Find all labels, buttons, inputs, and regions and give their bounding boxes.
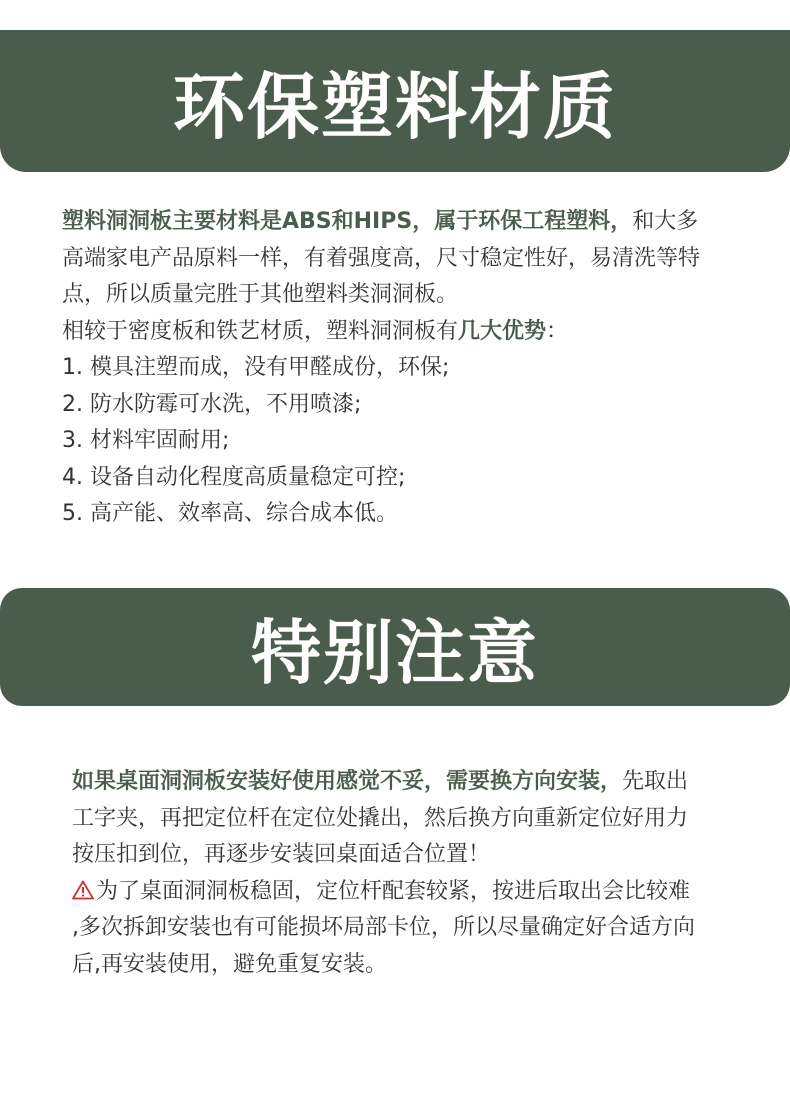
- notice-highlight: 如果桌面洞洞板安装好使用感觉不妥，需要换方向安装，: [72, 769, 623, 794]
- intro-line-1: 塑料洞洞板主要材料是ABS和HIPS，属于环保工程塑料，和大多: [62, 209, 699, 234]
- material-title: 环保塑料材质: [172, 65, 617, 149]
- material-banner: [0, 30, 790, 172]
- warning-line-1: 为了桌面洞洞板稳固，定位杆配套较紧，按进后取出会比较难: [72, 874, 752, 911]
- advantage-item: 1. 模具注塑而成，没有甲醛成份，环保;: [62, 355, 450, 380]
- advantage-item: 3. 材料牢固耐用;: [62, 428, 230, 453]
- intro-line-2: 高端家电产品原料一样，有着强度高，尺寸稳定性好，易清洗等特: [62, 245, 701, 271]
- advantage-item: 2. 防水防霉可水洗，不用喷漆;: [62, 391, 362, 417]
- material-description: [62, 204, 752, 533]
- advantage-item: 5. 高产能、效率高、综合成本低。: [62, 501, 398, 526]
- advantages-highlight: 几大优势: [458, 318, 547, 344]
- intro-highlight: 塑料洞洞板主要材料是ABS和HIPS，属于环保工程塑料，: [62, 209, 633, 234]
- notice-banner: [0, 588, 790, 706]
- notice-line-2: 工字夹，再把定位杆在定位处撬出，然后换方向重新定位好用力: [72, 805, 689, 831]
- notice-title: 特别注意: [251, 611, 539, 694]
- notice-description: [72, 764, 752, 983]
- advantage-item: 4. 设备自动化程度高质量稳定可控;: [62, 464, 406, 490]
- warning-triangle-icon: [72, 880, 94, 900]
- warning-line-2: ,多次拆卸安装也有可能损坏局部卡位，所以尽量确定好合适方向: [72, 915, 695, 940]
- notice-line-3: 按压扣到位，再逐步安装回桌面适合位置！: [72, 842, 491, 867]
- advantages-heading: 相较于密度板和铁艺材质，塑料洞洞板有几大优势：: [62, 318, 569, 344]
- warning-line-3: 后,再安装使用，避免重复安装。: [72, 951, 387, 977]
- notice-line-1: 如果桌面洞洞板安装好使用感觉不妥，需要换方向安装，先取出: [72, 769, 689, 794]
- intro-line-3: 点，所以质量完胜于其他塑料类洞洞板。: [62, 282, 459, 307]
